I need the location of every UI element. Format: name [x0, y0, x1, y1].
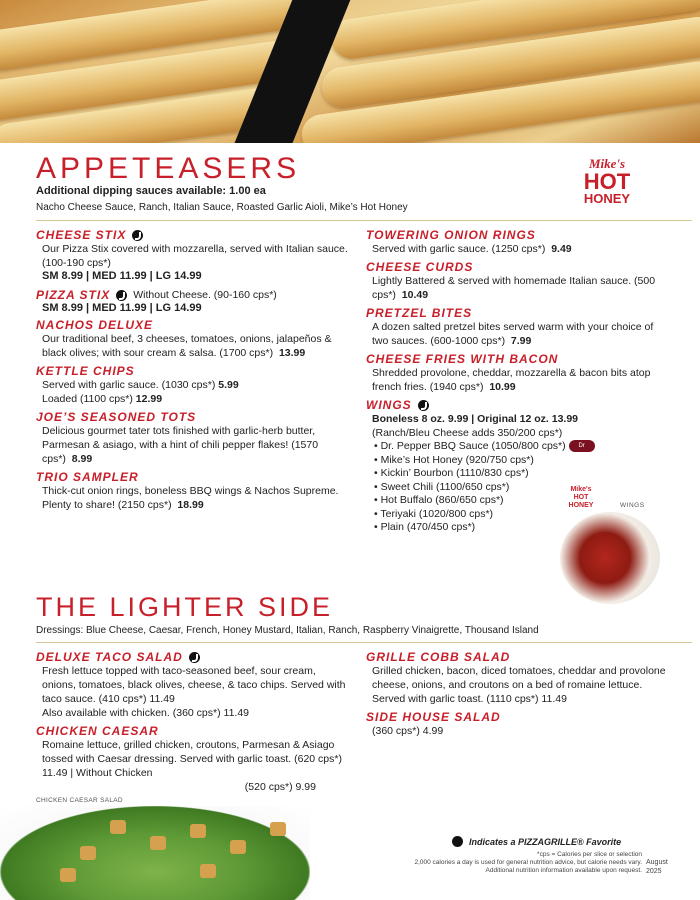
menu-item: GRILLE COBB SALAD Grilled chicken, bacon, diced tomatoes, cheddar and provolone cheese, onions, and croutons on a bed of romaine lettuce. Served with garlic toast. (1110 cps*) 11.49: [366, 650, 666, 705]
salad-photo-label: CHICKEN CAESAR SALAD: [36, 797, 123, 804]
favorite-icon: [132, 230, 143, 241]
sauces-title: Additional dipping sauces available: 1.00 ea: [36, 185, 266, 197]
menu-item: CHEESE CURDS Lightly Battered & served with homemade Italian sauce. (500 cps*) 10.49: [366, 260, 656, 301]
menu-item: CHEESE FRIES WITH BACON Shredded provolone, cheddar, mozzarella & bacon bits atop french fries. (1940 cps*) 10.99: [366, 352, 651, 393]
favorite-legend: Indicates a PIZZAGRILLE® Favorite: [452, 836, 621, 847]
menu-item: SIDE HOUSE SALAD (360 cps*) 4.99: [366, 710, 501, 737]
appetizers-right-column: [366, 228, 666, 539]
dr-pepper-logo: Dr Pepper: [569, 440, 595, 452]
calorie-footnote: *cps = Calories per slice or selection 2,000 calories a day is used for general nutrition advice, but calorie needs vary. Additional nutrition information available upon request.: [414, 851, 642, 874]
favorite-icon: [116, 290, 127, 301]
hero-breadstix-photo: [0, 0, 700, 143]
menu-date: August 2025: [646, 859, 668, 875]
menu-item: NACHOS DELUXE Our traditional beef, 3 cheeses, tomatoes, onions, jalapeños & black olives; with sour cream & salsa. (1700 cps*) 13.99: [36, 318, 332, 359]
menu-item: CHICKEN CAESAR Romaine lettuce, grilled chicken, croutons, Parmesan & Asiago tossed with Caesar dressing. Served with garlic toast. (620 cps*) 11.49 | Without Chicken (520 cps*) 9.99: [36, 724, 342, 793]
appetizers-heading: APPETEASERS: [36, 152, 301, 185]
salads-right-column: [366, 650, 666, 742]
salads-left-column: [36, 650, 346, 798]
lighter-side-heading: THE LIGHTER SIDE: [36, 592, 334, 622]
menu-item: JOE’S SEASONED TOTS Delicious gourmet tater tots finished with garlic-herb butter, Parmesan & asiago, with a hint of chili pepper flakes! (1570 cps*) 8.99: [36, 410, 319, 465]
caesar-salad-photo: [0, 806, 310, 900]
favorite-icon: [189, 652, 200, 663]
wing-sauce-list: • Dr. Pepper BBQ Sauce (1050/800 cps*) Dr Pepper • Mike’s Hot Honey (920/750 cps*) • Kickin’ Bourbon (1110/830 cps*) • Sweet Chili (1100/650 cps*) • Hot Buffalo (860/650 cps*) • Teriyaki (1020/800 cps*) • Plain (470/450 cps*): [366, 440, 666, 535]
divider: [36, 642, 692, 643]
wings-photo: [560, 512, 660, 604]
mikes-hot-honey-logo: Mike's HOT HONEY: [583, 156, 631, 206]
favorite-icon: [418, 400, 429, 411]
menu-item: KETTLE CHIPS Served with garlic sauce. (1030 cps*) 5.99 Loaded (1100 cps*) 12.99: [36, 364, 239, 405]
wings-photo-label: WINGS: [620, 502, 645, 509]
mikes-hot-honey-small-logo: Mike's HOT HONEY: [568, 486, 594, 509]
dressings-list: Dressings: Blue Cheese, Caesar, French, Honey Mustard, Italian, Ranch, Raspberry Vinaigrette, Thousand Island: [36, 625, 539, 636]
menu-item: CHEESE STIX Our Pizza Stix covered with mozzarella, served with Italian sauce. (100-190 cps*) SM 8.99 | MED 11.99 | LG 14.99: [36, 228, 348, 282]
menu-item: PIZZA STIX Without Cheese. (90-160 cps*) SM 8.99 | MED 11.99 | LG 14.99: [36, 288, 277, 314]
sauces-list: Nacho Cheese Sauce, Ranch, Italian Sauce, Roasted Garlic Aioli, Mike’s Hot Honey: [36, 202, 408, 213]
wings-item: WINGS Boneless 8 oz. 9.99 | Original 12 oz. 13.99 (Ranch/Bleu Cheese adds 350/200 cps*) • Dr. Pepper BBQ Sauce (1050/800 cps*) Dr Pepper • Mike’s Hot Honey (920/750 cps*) • Kickin’ Bourbon (1110/830 cps*) • Sweet Chili (1100/650 cps*) • Hot Buffalo (860/650 cps*) • Teriyaki (1020/800 cps*) • Plain (470/450 cps*): [366, 398, 666, 535]
divider: [36, 220, 692, 221]
menu-item: TRIO SAMPLER Thick-cut onion rings, boneless BBQ wings & Nachos Supreme. Plenty to share! (2150 cps*) 18.99: [36, 470, 339, 511]
appetizers-left-column: [36, 228, 354, 516]
favorite-icon: [452, 836, 463, 847]
menu-item: DELUXE TACO SALAD Fresh lettuce topped with taco-seasoned beef, sour cream, onions, tomatoes, black olives, cheese, & taco chips. Served with taco sauce. (410 cps*) 11.49 Also available with chicken. (360 cps*) 11.49: [36, 650, 346, 719]
menu-item: PRETZEL BITES A dozen salted pretzel bites served warm with your choice of two sauces. (600-1000 cps*) 7.99: [366, 306, 654, 347]
menu-item: TOWERING ONION RINGS Served with garlic sauce. (1250 cps*) 9.49: [366, 228, 572, 255]
